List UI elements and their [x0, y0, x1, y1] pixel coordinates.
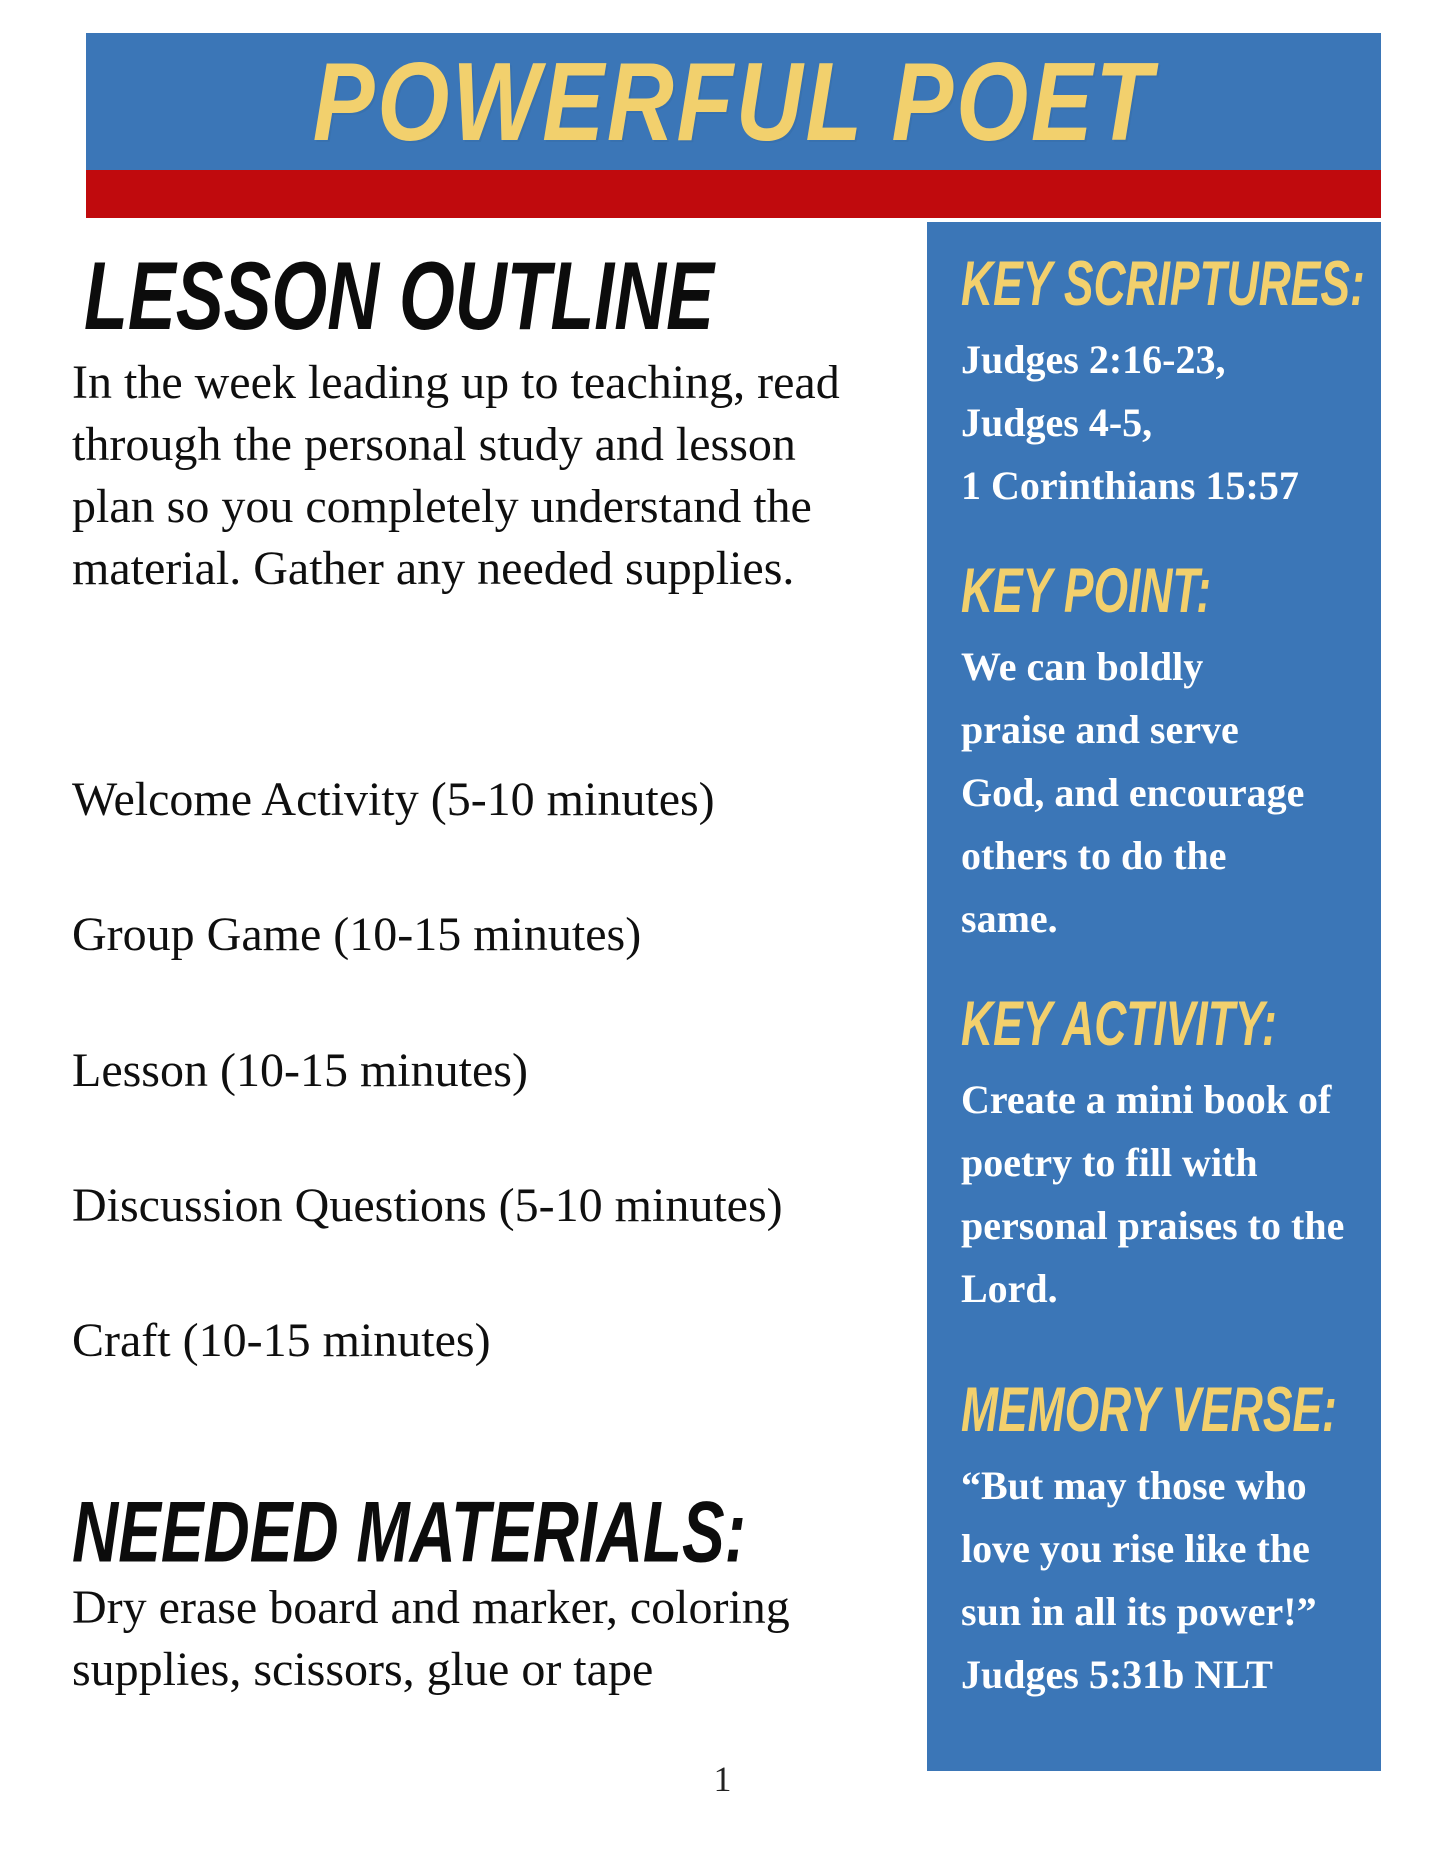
memory-verse-heading: MEMORY VERSE: — [961, 1374, 1337, 1445]
header-banner — [86, 33, 1381, 170]
memory-verse-line: love you rise like the — [961, 1526, 1310, 1571]
key-point-line: We can boldly — [961, 644, 1204, 689]
schedule-item-lesson: Lesson (10-15 minutes) — [72, 1044, 528, 1097]
memory-verse-line: sun in all its power!” — [961, 1589, 1317, 1634]
scripture-line: Judges 4-5, — [961, 400, 1153, 445]
key-point-line: praise and serve — [961, 707, 1239, 752]
schedule-item-discussion-questions: Discussion Questions (5-10 minutes) — [72, 1179, 783, 1232]
lesson-outline-heading: LESSON OUTLINE — [84, 242, 714, 350]
sidebar-section-key-scriptures — [961, 248, 1365, 517]
materials-text: Dry erase board and marker, coloring supplies, scissors, glue or tape — [72, 1581, 790, 1696]
sidebar-panel — [927, 222, 1381, 1771]
red-stripe-divider — [86, 170, 1381, 218]
needed-materials-heading: NEEDED MATERIALS: — [72, 1484, 746, 1581]
schedule-item-group-game: Group Game (10-15 minutes) — [72, 908, 642, 961]
schedule-item-welcome-activity: Welcome Activity (5-10 minutes) — [72, 773, 715, 826]
key-activity-line: Create a mini book of — [961, 1077, 1332, 1122]
key-point-line: same. — [961, 896, 1058, 941]
page-title: POWERFUL POET — [312, 39, 1155, 164]
scripture-line: Judges 2:16-23, — [961, 337, 1226, 382]
memory-verse-line: Judges 5:31b NLT — [961, 1652, 1273, 1697]
key-activity-heading: KEY ACTIVITY: — [961, 988, 1277, 1059]
sidebar-section-memory-verse — [961, 1374, 1351, 1706]
key-scriptures-heading: KEY SCRIPTURES: — [961, 248, 1365, 319]
key-point-line: God, and encourage — [961, 770, 1305, 815]
intro-paragraph: In the week leading up to teaching, read through the personal study and lesson plan so you completely understand the material. Gather any needed supplies. — [72, 356, 840, 595]
memory-verse-line: “But may those who — [961, 1463, 1307, 1508]
sidebar-section-key-point — [961, 555, 1351, 950]
sidebar-section-key-activity — [961, 988, 1351, 1320]
page-number: 1 — [713, 1759, 732, 1799]
key-activity-line: Lord. — [961, 1266, 1058, 1311]
key-activity-line: personal praises to the — [961, 1203, 1345, 1248]
schedule-item-craft: Craft (10-15 minutes) — [72, 1314, 491, 1367]
key-activity-line: poetry to fill with — [961, 1140, 1258, 1185]
key-point-line: others to do the — [961, 833, 1227, 878]
scripture-line: 1 Corinthians 15:57 — [961, 463, 1299, 508]
key-point-heading: KEY POINT: — [961, 555, 1211, 626]
